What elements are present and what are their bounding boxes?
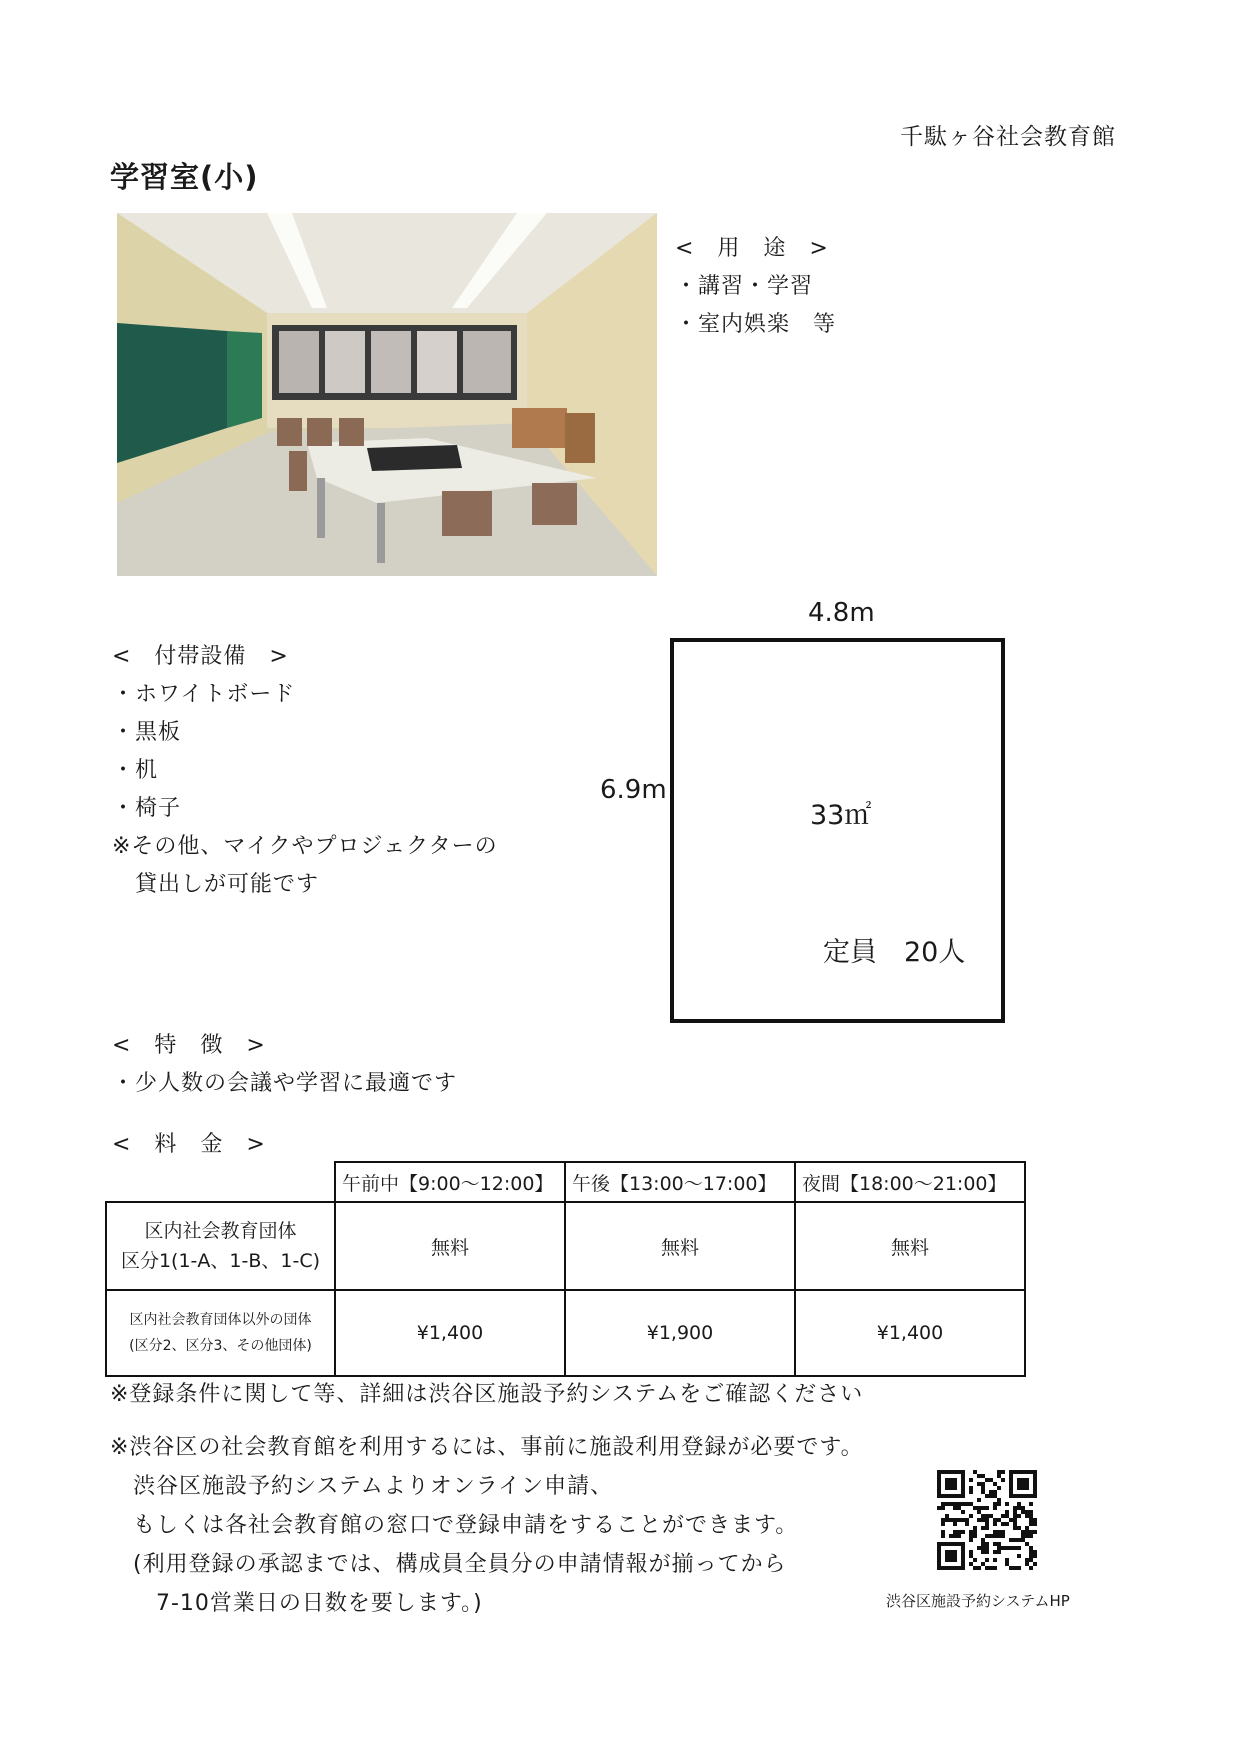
row-label-line: 区内社会教育団体以外の団体 xyxy=(129,1312,312,1328)
facility-name: 千駄ヶ谷社会教育館 xyxy=(900,124,1116,150)
equipment-item: ・机 xyxy=(112,758,159,783)
registration-note xyxy=(110,1428,864,1623)
features-heading: < 特 徴 > xyxy=(112,1033,266,1058)
registration-note-line: ※渋谷区の社会教育館を利用するには、事前に施設利用登録が必要です。 xyxy=(110,1435,864,1460)
table-row xyxy=(106,1290,1025,1376)
registration-note-line: (利用登録の承認までは、構成員全員分の申請情報が揃ってから xyxy=(110,1552,787,1577)
uses-item: ・室内娯楽 等 xyxy=(675,312,837,337)
fee-table xyxy=(105,1161,1026,1377)
table-corner xyxy=(106,1162,335,1202)
registration-note-line: もしくは各社会教育館の窓口で登録申請をすることができます。 xyxy=(110,1513,799,1538)
uses-heading: < 用 途 > xyxy=(675,236,829,261)
row-label-line: (区分2、区分3、その他団体) xyxy=(129,1338,312,1354)
registration-detail-note: ※登録条件に関して等、詳細は渋谷区施設予約システムをご確認ください xyxy=(110,1382,864,1407)
fee-cell: ¥1,900 xyxy=(565,1290,795,1376)
table-row xyxy=(106,1202,1025,1290)
fee-cell: 無料 xyxy=(795,1202,1025,1290)
equipment-item: ・ホワイトボード xyxy=(112,682,296,707)
fees-heading: < 料 金 > xyxy=(112,1132,266,1157)
table-header-row xyxy=(106,1162,1025,1202)
room-photo xyxy=(117,213,657,576)
row-label-line: 区内社会教育団体 xyxy=(144,1220,297,1242)
equipment-note: 貸出しが可能です xyxy=(112,872,320,897)
fee-cell: 無料 xyxy=(335,1202,565,1290)
row-label xyxy=(106,1290,335,1376)
features-section xyxy=(112,1027,457,1103)
equipment-heading: < 付帯設備 > xyxy=(112,644,289,669)
qr-code[interactable] xyxy=(937,1470,1037,1570)
registration-note-line: 7-10営業日の日数を要します。) xyxy=(110,1591,483,1616)
registration-note-line: 渋谷区施設予約システムよりオンライン申請、 xyxy=(110,1474,614,1499)
fee-cell: ¥1,400 xyxy=(795,1290,1025,1376)
uses-section xyxy=(675,230,836,344)
fee-cell: ¥1,400 xyxy=(335,1290,565,1376)
row-label xyxy=(106,1202,335,1290)
plan-area-label: 33㎡ xyxy=(810,800,872,831)
equipment-item: ・椅子 xyxy=(112,796,182,821)
column-header: 午前中【9:00～12:00】 xyxy=(335,1162,565,1202)
plan-capacity-label: 定員 20人 xyxy=(823,937,966,968)
plan-height-label: 6.9m xyxy=(600,775,667,805)
features-item: ・少人数の会議や学習に最適です xyxy=(112,1071,458,1096)
fee-cell: 無料 xyxy=(565,1202,795,1290)
equipment-item: ・黒板 xyxy=(112,720,182,745)
equipment-section xyxy=(112,638,498,904)
uses-item: ・講習・学習 xyxy=(675,274,814,299)
plan-width-label: 4.8m xyxy=(808,598,875,628)
column-header: 午後【13:00～17:00】 xyxy=(565,1162,795,1202)
column-header: 夜間【18:00～21:00】 xyxy=(795,1162,1025,1202)
equipment-note: ※その他、マイクやプロジェクターの xyxy=(112,834,498,859)
qr-caption: 渋谷区施設予約システムHP xyxy=(886,1592,1070,1610)
room-title: 学習室(小) xyxy=(110,160,259,194)
row-label-line: 区分1(1-A、1-B、1-C) xyxy=(120,1250,321,1272)
